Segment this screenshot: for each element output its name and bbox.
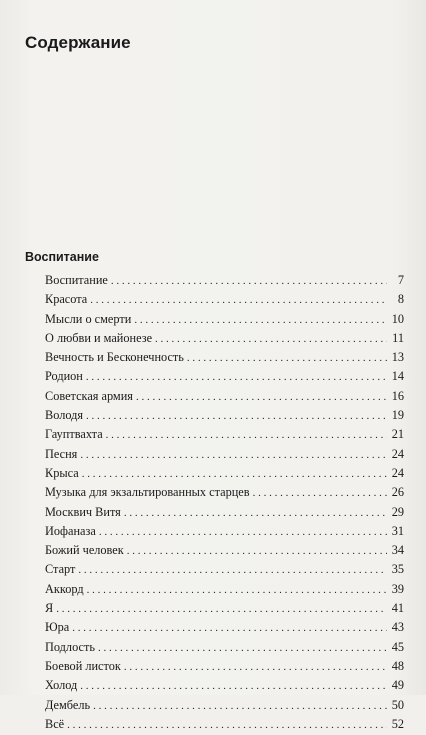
table-of-contents — [45, 271, 404, 734]
toc-entry-page: 26 — [391, 485, 404, 500]
toc-entry-title: Старт — [45, 562, 76, 577]
toc-entry — [45, 541, 404, 560]
dot-leader — [187, 349, 387, 368]
toc-entry — [45, 657, 404, 676]
dot-leader — [86, 407, 387, 426]
toc-entry — [45, 310, 404, 329]
toc-entry — [45, 464, 404, 483]
toc-entry-title: Иофаназа — [45, 523, 96, 538]
toc-entry — [45, 406, 404, 425]
toc-entry-title: Дембель — [45, 697, 91, 712]
dot-leader — [124, 504, 387, 523]
toc-entry-title: Воспитание — [45, 273, 108, 287]
toc-entry — [45, 503, 404, 522]
toc-entry — [45, 483, 404, 502]
toc-entry-page: 16 — [391, 388, 404, 403]
toc-entry-title: Божий человек — [45, 543, 124, 558]
toc-entry-title: Подлость — [45, 639, 95, 654]
dot-leader — [82, 465, 387, 484]
toc-entry — [45, 522, 404, 541]
dot-leader — [253, 484, 387, 503]
toc-entry-page: 24 — [391, 465, 404, 480]
toc-entry-title: Вечность и Бесконечность — [45, 350, 184, 365]
dot-leader — [124, 658, 387, 677]
toc-entry — [45, 696, 404, 715]
toc-entry-page: 24 — [391, 446, 404, 461]
toc-entry-title: Холод — [45, 678, 78, 693]
toc-entry-page: 41 — [391, 601, 404, 616]
toc-entry — [45, 599, 404, 618]
toc-entry — [45, 638, 404, 657]
dot-leader — [87, 581, 387, 600]
dot-leader — [56, 600, 387, 619]
toc-entry-page: 48 — [391, 658, 404, 673]
section-heading: Воспитание — [25, 250, 99, 264]
toc-entry-page: 43 — [391, 620, 404, 635]
toc-entry-title: Песня — [45, 446, 78, 461]
dot-leader — [127, 542, 387, 561]
toc-entry — [45, 676, 404, 695]
toc-entry — [45, 387, 404, 406]
toc-entry-page: 14 — [391, 369, 404, 384]
toc-entry-page: 8 — [397, 292, 404, 307]
toc-entry-page: 21 — [391, 427, 404, 442]
toc-entry — [45, 580, 404, 599]
dot-leader — [99, 523, 387, 542]
dot-leader — [67, 716, 387, 735]
toc-entry — [45, 618, 404, 637]
toc-entry-page: 31 — [391, 523, 404, 538]
toc-entry-page: 29 — [391, 504, 404, 519]
dot-leader — [106, 426, 387, 445]
toc-entry-page: 35 — [391, 562, 404, 577]
dot-leader — [72, 619, 387, 638]
dot-leader — [136, 388, 387, 407]
dot-leader — [90, 291, 387, 310]
toc-entry — [45, 445, 404, 464]
toc-entry-page: 49 — [391, 678, 404, 693]
toc-entry-page: 52 — [391, 716, 404, 731]
toc-entry-title: Аккорд — [45, 581, 84, 596]
toc-entry-page: 7 — [397, 273, 404, 287]
toc-entry-title: Красота — [45, 292, 88, 307]
toc-entry-page: 45 — [391, 639, 404, 654]
toc-entry-title: Крыса — [45, 465, 79, 480]
toc-entry-title: Всё — [45, 716, 65, 731]
toc-entry-page: 10 — [391, 311, 404, 326]
toc-entry — [45, 271, 404, 290]
dot-leader — [134, 311, 387, 330]
page-title: Содержание — [25, 33, 131, 52]
toc-entry-title: Музыка для экзальтированных старцев — [45, 485, 250, 500]
toc-entry-title: Юра — [45, 620, 70, 635]
toc-entry-title: Я — [45, 601, 54, 616]
toc-entry-page: 50 — [391, 697, 404, 712]
dot-leader — [80, 446, 387, 465]
toc-entry — [45, 329, 404, 348]
toc-entry-title: Боевой листок — [45, 658, 121, 673]
toc-entry-title: О любви и майонезе — [45, 330, 153, 345]
dot-leader — [78, 561, 387, 580]
dot-leader — [111, 272, 387, 291]
toc-entry-page: 34 — [391, 543, 404, 558]
dot-leader — [98, 639, 387, 658]
dot-leader — [86, 368, 387, 387]
toc-entry-page: 39 — [391, 581, 404, 596]
toc-entry — [45, 560, 404, 579]
dot-leader — [155, 330, 387, 349]
toc-entry — [45, 348, 404, 367]
toc-entry — [45, 715, 404, 734]
toc-entry-page: 13 — [391, 350, 404, 365]
toc-entry-title: Гауптвахта — [45, 427, 103, 442]
toc-entry-title: Советская армия — [45, 388, 133, 403]
dot-leader — [93, 697, 387, 716]
toc-entry-title: Москвич Витя — [45, 504, 121, 519]
toc-entry-page: 19 — [391, 408, 404, 423]
toc-entry-page: 11 — [392, 330, 404, 345]
toc-entry-title: Мысли о смерти — [45, 311, 132, 326]
toc-entry — [45, 425, 404, 444]
dot-leader — [80, 677, 387, 696]
toc-entry-title: Родион — [45, 369, 83, 384]
toc-entry-title: Володя — [45, 408, 84, 423]
toc-entry — [45, 367, 404, 386]
toc-entry — [45, 290, 404, 309]
